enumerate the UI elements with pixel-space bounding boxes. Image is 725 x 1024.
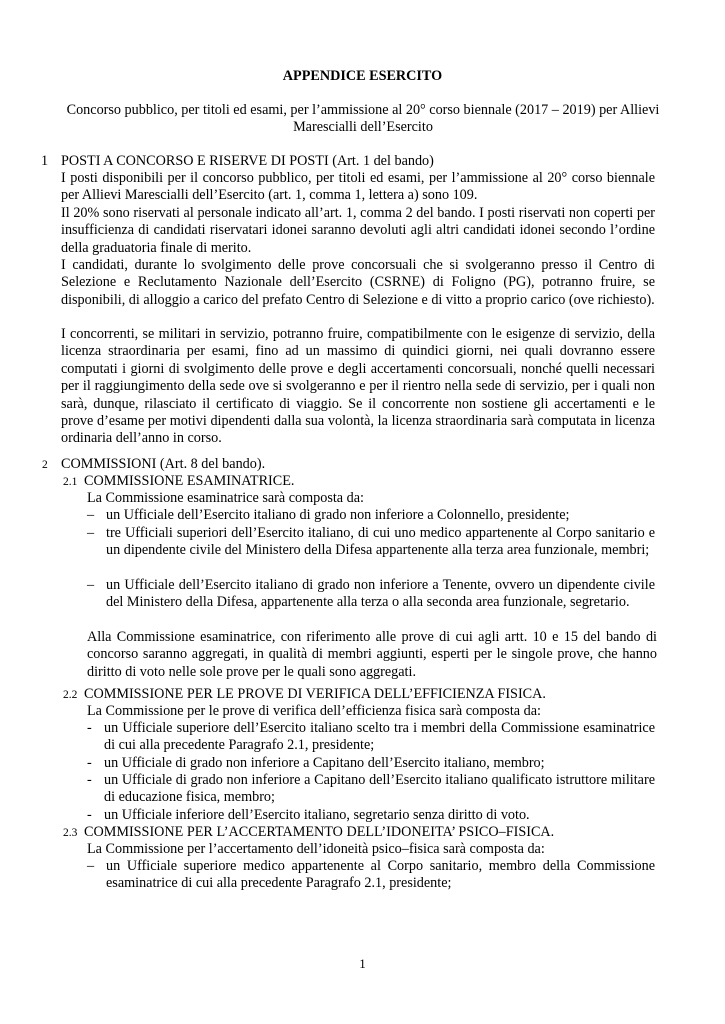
subsection-2-1-number: 2.1 bbox=[63, 476, 78, 488]
section-1-paragraph-3: I candidati, durante lo svolgimento delle prove concorsuali che si svolgeranno presso il Centro di Selezione e Reclutamento Nazionale dell’Esercito (CSRNE) di Foligno (PG), potranno fruire, se disponibili, di alloggio a carico del prefato Centro di Selezione e di vitto a proprio carico (ove richiesto). bbox=[61, 257, 655, 308]
subsection-2-3-number: 2.3 bbox=[63, 827, 78, 839]
section-1-number: 1 bbox=[41, 153, 49, 169]
document-title: APPENDICE ESERCITO bbox=[282, 68, 443, 84]
page-number: 1 bbox=[359, 956, 366, 971]
bullet-dash-icon: - bbox=[87, 772, 92, 788]
subsection-2-1-heading: COMMISSIONE ESAMINATRICE. bbox=[84, 473, 295, 489]
section-1-heading: POSTI A CONCORSO E RISERVE DI POSTI (Art. 1 del bando) bbox=[61, 153, 434, 169]
section-1-paragraph-2: Il 20% sono riservati al personale indicato all’art. 1, comma 2 del bando. I posti riservati non coperti per insufficienza di candidati riservatari idonei saranno devoluti agli altri candidati idonei secondo l’ordine della graduatoria finale di merito. bbox=[61, 205, 655, 256]
subsection-2-1-closing: Alla Commissione esaminatrice, con riferimento alle prove di cui agli artt. 10 e 15 del bando di concorso saranno aggregati, in qualità di membri aggiunti, esperti per le singole prove, che hanno diritto di voto nelle sole prove per le quali sono aggregati. bbox=[87, 629, 657, 680]
bullet-dash-icon: - bbox=[87, 755, 92, 771]
subsection-2-2-intro: La Commissione per le prove di verifica dell’efficienza fisica sarà composta da: bbox=[87, 703, 541, 719]
subsection-2-2-number: 2.2 bbox=[63, 689, 78, 701]
subsection-2-2-heading: COMMISSIONE PER LE PROVE DI VERIFICA DELL’EFFICIENZA FISICA. bbox=[84, 686, 546, 702]
bullet-dash-icon: - bbox=[87, 720, 92, 736]
bullet-dash-icon: – bbox=[87, 507, 95, 523]
section-1-paragraph-4: I concorrenti, se militari in servizio, potranno fruire, compatibilmente con le esigenze di servizio, della licenza straordinaria per esami, fino ad un massimo di quindici giorni, nei quali dovranno essere computati i giorni di svolgimento delle prove e degli accertamenti concorsuali, nonché quelli necessari per il raggiungimento della sede ove si svolgeranno e per il rientro nella sede di servizio, per i quali non sarà, dunque, rilasciato il certificato di viaggio. Se il concorrente non sostiene gli accertamenti e le prove d’esame per motivi dipendenti dalla sua volontà, la licenza straordinaria sarà computata in licenza ordinaria dell’anno in corso. bbox=[61, 326, 655, 447]
section-2-heading: COMMISSIONI (Art. 8 del bando). bbox=[61, 456, 266, 472]
subsection-2-3-heading: COMMISSIONE PER L’ACCERTAMENTO DELL’IDONEITA’ PSICO–FISICA. bbox=[84, 824, 555, 840]
document-subtitle: Concorso pubblico, per titoli ed esami, per l’ammissione al 20° corso biennale (2017 – 2019) per Allievi Marescialli dell’Esercito bbox=[66, 102, 660, 136]
document-page: APPENDICE ESERCITO Concorso pubblico, per titoli ed esami, per l’ammissione al 20° corso biennale (2017 – 2019) per Allievi Marescialli dell’Esercito 1 POSTI A CONCORSO E RISERVE DI POSTI (Art. 1 del bando) I posti disponibili per il concorso pubblico, per titoli ed esami, per l’ammissione al 20° corso biennale per Allievi Marescialli dell’Esercito (art. 1, comma 1, lettera a) sono 109. Il 20% sono riservati al personale indicato all’art. 1, comma 2 del bando. I posti riservati non coperti per insufficienza di candidati riservatari idonei saranno devoluti agli altri candidati idonei secondo l’ordine della graduatoria finale di merito. I candidati, durante lo svolgimento delle prove concorsuali che si svolgeranno presso il Centro di Selezione e Reclutamento Nazionale dell’Esercito (CSRNE) di Foligno (PG), potranno fruire, se disponibili, di alloggio a carico del prefato Centro di Selezione e di vitto a proprio carico (ove richiesto). I concorrenti, se militari in servizio, potranno fruire, compatibilmente con le esigenze di servizio, della licenza straordinaria per esami, fino ad un massimo di quindici giorni, nei quali dovranno essere computati i giorni di svolgimento delle prove e degli accertamenti concorsuali, nonché quelli necessari per il raggiungimento della sede ove si svolgeranno e per il rientro nella sede di servizio, per i quali non sarà, dunque, rilasciato il certificato di viaggio. Se il concorrente non sostiene gli accertamenti e le prove d’esame per motivi dipendenti dalla sua volontà, la licenza straordinaria sarà computata in licenza ordinaria dell’anno in corso. 2 COMMISSIONI (Art. 8 del bando). 2.1 COMMISSIONE ESAMINATRICE. La Commissione esaminatrice sarà composta da: – un Ufficiale dell’Esercito italiano di grado non inferiore a Colonnello, presidente; – tre Ufficiali superiori dell’Esercito italiano, di cui uno medico appartenente al Corpo sanitario e un dipendente civile del Ministero della Difesa appartenente alla terza area funzionale, membri; – un Ufficiale dell’Esercito italiano di grado non inferiore a Tenente, ovvero un dipendente civile del Ministero della Difesa, appartenente alla terza o alla seconda area funzionale, segretario. Alla Commissione esaminatrice, con riferimento alle prove di cui agli artt. 10 e 15 del bando di concorso saranno aggregati, in qualità di membri aggiunti, esperti per le singole prove, che hanno diritto di voto nelle sole prove per le quali sono aggregati. 2.2 COMMISSIONE PER LE PROVE DI VERIFICA DELL’EFFICIENZA FISICA. La Commissione per le prove di verifica dell’efficienza fisica sarà composta da: - un Ufficiale superiore dell’Esercito italiano scelto tra i membri della Commissione esaminatrice di cui alla precedente Paragrafo 2.1, presidente; - un Ufficiale di grado non inferiore a Capitano dell’Esercito italiano, membro; - un Ufficiale di grado non inferiore a Capitano dell’Esercito italiano qualificato istruttore militare di educazione fisica, membro; - un Ufficiale inferiore dell’Esercito italiano, segretario senza diritto di voto. 2.3 COMMISSIONE PER L’ACCERTAMENTO DELL’IDONEITA’ PSICO–FISICA. La Commissione per l’accertamento dell’idoneità psico–fisica sarà composta da: – un Ufficiale superiore medico appartenente al Corpo sanitario, membro della Commissione esaminatrice di cui alla precedente Paragrafo 2.1, presidente; 1 bbox=[0, 0, 725, 1024]
bullet-dash-icon: - bbox=[87, 807, 92, 823]
section-2-number: 2 bbox=[42, 459, 48, 471]
bullet-dash-icon: – bbox=[87, 525, 95, 541]
bullet-dash-icon: – bbox=[87, 858, 95, 874]
subsection-2-1-intro: La Commissione esaminatrice sarà composta da: bbox=[87, 490, 364, 506]
section-1-paragraph-1: I posti disponibili per il concorso pubblico, per titoli ed esami, per l’ammissione al 20° corso biennale per Allievi Marescialli dell’Esercito (art. 1, comma 1, lettera a) sono 109. bbox=[61, 170, 655, 204]
bullet-dash-icon: – bbox=[87, 577, 95, 593]
subsection-2-3-intro: La Commissione per l’accertamento dell’idoneità psico–fisica sarà composta da: bbox=[87, 841, 545, 857]
